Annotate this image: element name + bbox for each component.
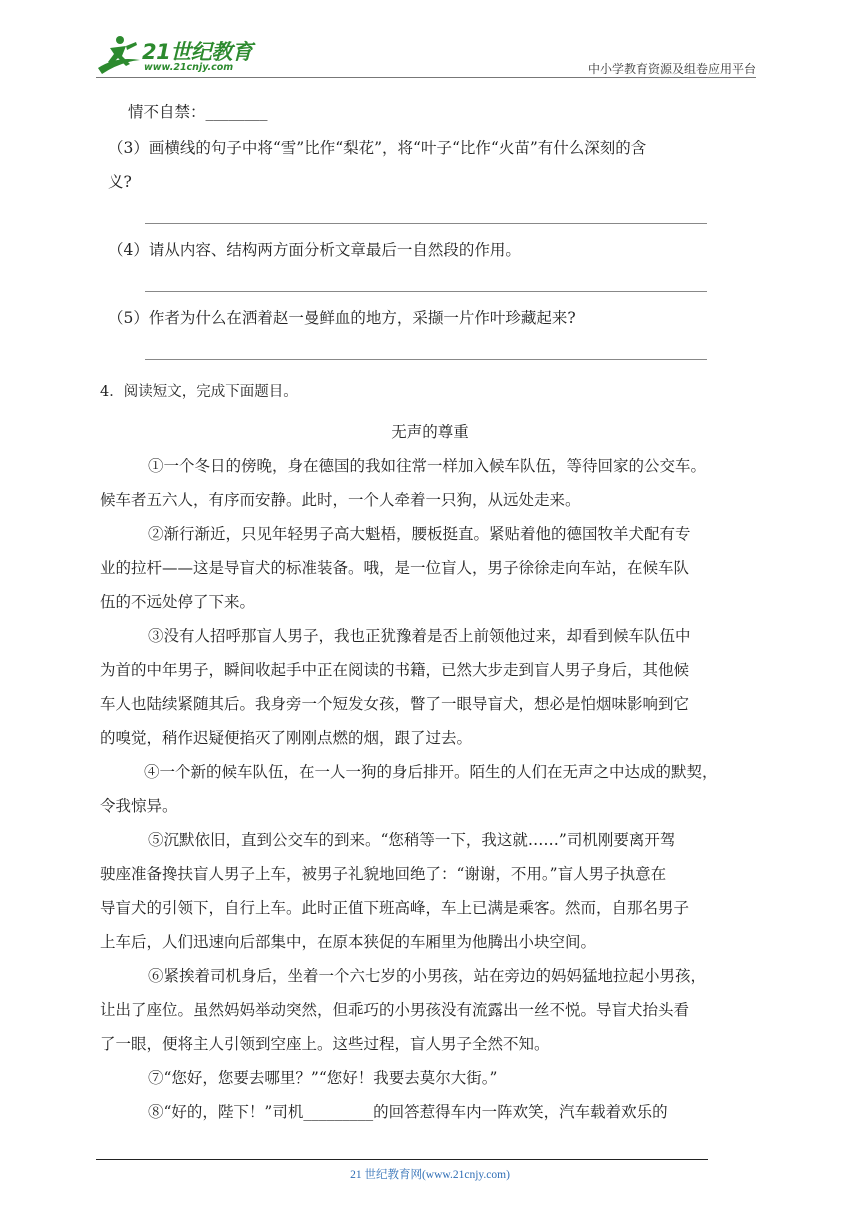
footer-divider <box>96 1159 708 1160</box>
page-footer: 21 世纪教育网(www.21cnjy.com) <box>350 1169 510 1181</box>
section-4-heading: 4．阅读短文，完成下面题目。 <box>100 384 298 400</box>
paragraph-line: 伍的不远处停了下来。 <box>100 593 256 611</box>
logo-url: www.21cnjy.com <box>144 62 234 73</box>
platform-label: 中小学教育资源及组卷应用平台 <box>587 62 756 76</box>
paragraph-line: 候车者五六人，有序而安静。此时，一个人牵着一只狗，从远处走来。 <box>100 491 581 509</box>
paragraph-line: 业的拉杆——这是导盲犬的标准装备。哦，是一位盲人，男子徐徐走向车站，在候车队 <box>100 559 690 577</box>
paragraph-line: ④一个新的候车队伍，在一人一狗的身后排开。陌生的人们在无声之中达成的默契， <box>144 763 718 781</box>
paragraph-line: 导盲犬的引领下，自行上车。此时正值下班高峰，车上已满是乘客。然而，自那名男子 <box>100 899 690 917</box>
paragraph-line: 令我惊异。 <box>100 797 178 815</box>
paragraph-line: 为首的中年男子，瞬间收起手中正在阅读的书籍，已然大步走到盲人男子身后，其他候 <box>100 661 690 679</box>
header-divider <box>96 77 756 78</box>
paragraph-line: ⑦“您好，您要去哪里？”“您好！我要去莫尔大街。” <box>148 1069 498 1087</box>
paragraph-line: 让出了座位。虽然妈妈举动突然，但乖巧的小男孩没有流露出一丝不悦。导盲犬抬头看 <box>100 1001 690 1019</box>
paragraph-line: ③没有人招呼那盲人男子，我也正犹豫着是否上前领他过来，却看到候车队伍中 <box>148 627 691 645</box>
paragraph-line: 驶座准备搀扶盲人男子上车，被男子礼貌地回绝了：“谢谢，不用。”盲人男子执意在 <box>100 865 667 883</box>
paragraph-line: ⑤沉默依旧，直到公交车的到来。“您稍等一下，我这就……”司机刚要离开驾 <box>148 831 676 849</box>
answer-line-5[interactable] <box>145 359 707 360</box>
passage-title: 无声的尊重 <box>391 423 469 441</box>
paragraph-line: 了一眼，便将主人引领到空座上。这些过程，盲人男子全然不知。 <box>100 1035 550 1053</box>
answer-line-4[interactable] <box>145 291 707 292</box>
page-header <box>96 30 756 80</box>
previous-answer-line: 情不自禁：________ <box>128 103 268 121</box>
paragraph-line: 上车后，人们迅速向后部集中，在原本狭促的车厢里为他腾出小块空间。 <box>100 933 597 951</box>
paragraph-line: ⑥紧挨着司机身后，坐着一个六七岁的小男孩，站在旁边的妈妈猛地拉起小男孩， <box>148 967 707 985</box>
answer-line-3[interactable] <box>145 223 707 224</box>
runner-logo-icon <box>96 34 142 78</box>
paragraph-line: ⑧“好的，陛下！”司机_________的回答惹得车内一阵欢笑，汽车载着欢乐的 <box>148 1103 668 1121</box>
paragraph-line: 车人也陆续紧随其后。我身旁一个短发女孩，瞥了一眼导盲犬，想必是怕烟味影响到它 <box>100 695 690 713</box>
question-3: （3）画横线的句子中将“雪”比作“梨花”，将“叶子“比作“火苗”有什么深刻的含 <box>108 139 647 157</box>
paragraph-line: 的嗅觉，稍作迟疑便掐灭了刚刚点燃的烟，跟了过去。 <box>100 729 473 747</box>
paragraph-line: ①一个冬日的傍晚，身在德国的我如往常一样加入候车队伍，等待回家的公交车。 <box>148 457 707 475</box>
question-3-cont: 义? <box>108 173 132 191</box>
paragraph-line: ②渐行渐近，只见年轻男子高大魁梧，腰板挺直。紧贴着他的德国牧羊犬配有专 <box>148 525 691 543</box>
logo-text: 21世纪教育 <box>142 40 253 64</box>
site-logo <box>96 34 256 78</box>
question-4: （4）请从内容、结构两方面分析文章最后一自然段的作用。 <box>108 241 521 259</box>
question-5: （5）作者为什么在洒着赵一曼鲜血的地方，采撷一片作叶珍藏起来? <box>108 309 576 327</box>
